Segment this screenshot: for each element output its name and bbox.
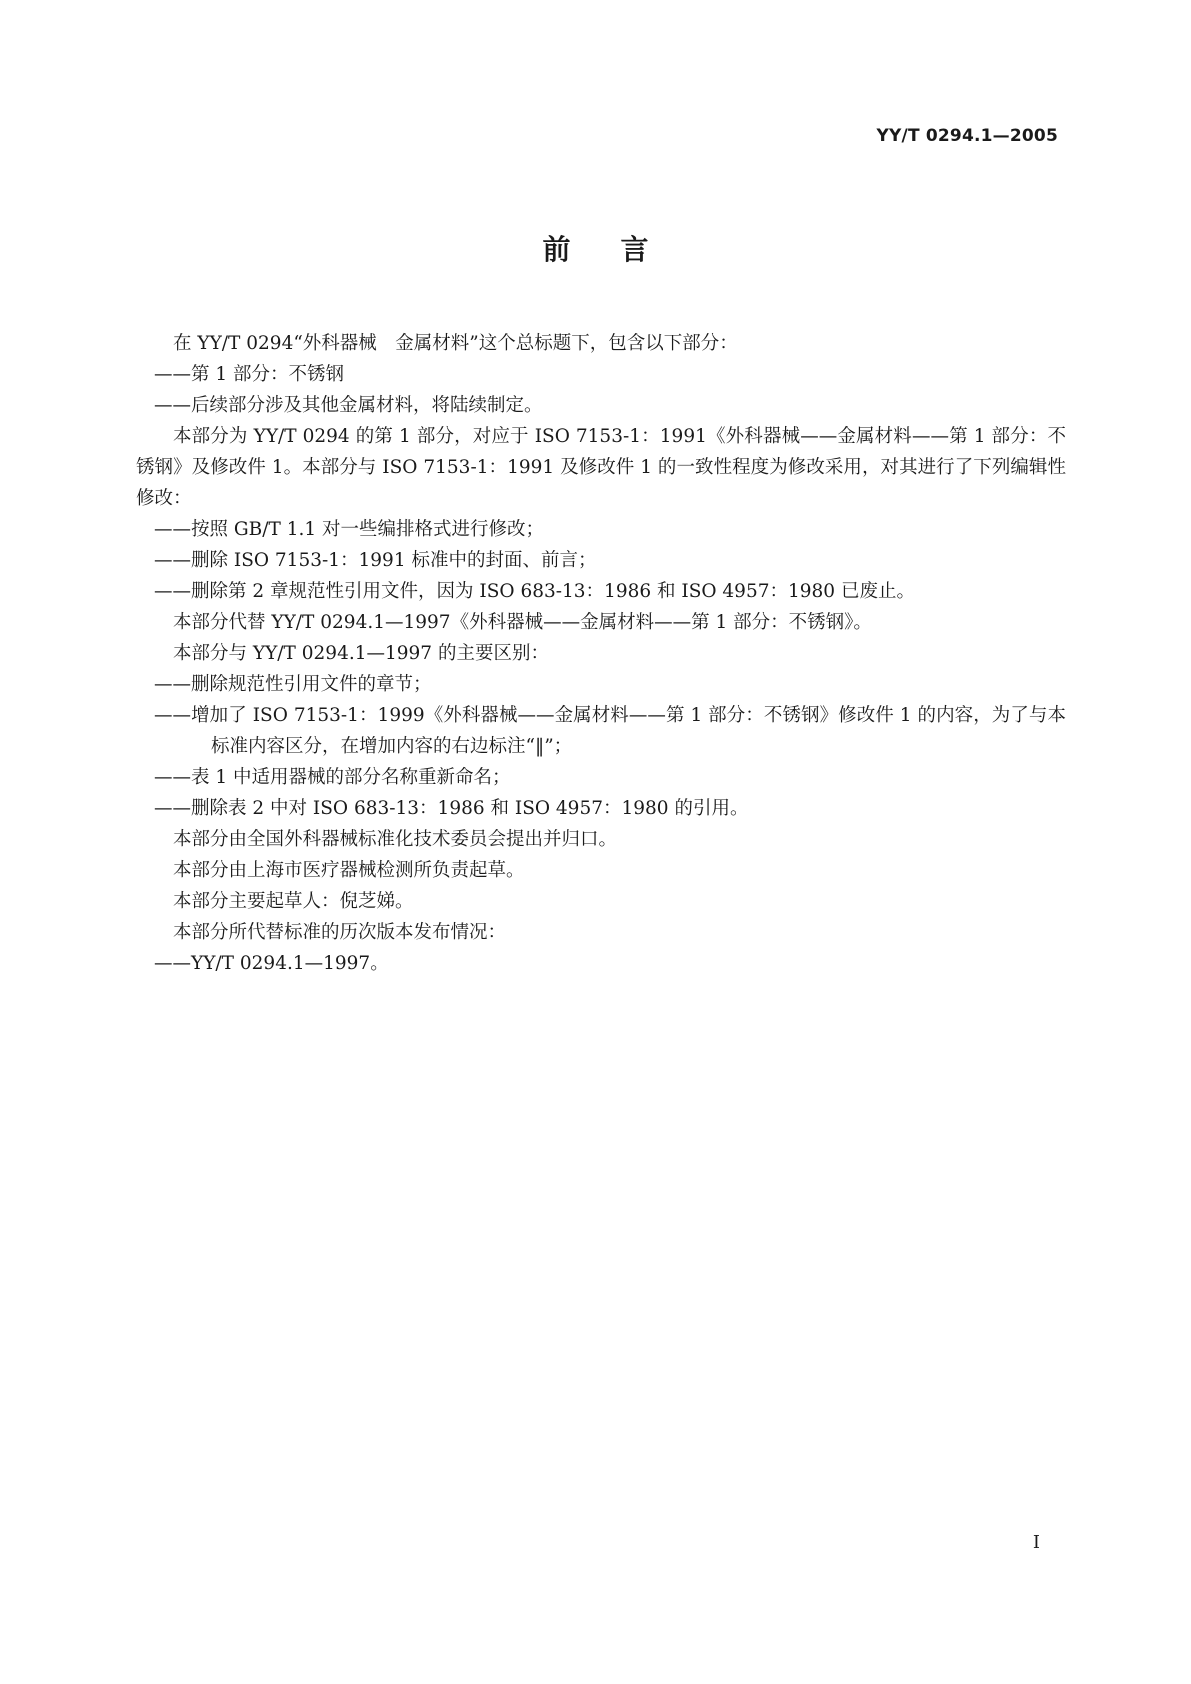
- paragraph: 本部分所代替标准的历次版本发布情况：: [173, 922, 507, 943]
- page-number: I: [1032, 1532, 1040, 1553]
- list-item: ——删除规范性引用文件的章节；: [154, 674, 432, 695]
- paragraph: 本部分由全国外科器械标准化技术委员会提出并归口。: [173, 829, 618, 850]
- paragraph: 本部分主要起草人：倪芝娣。: [173, 891, 414, 912]
- list-item: ——删除第 2 章规范性引用文件，因为 ISO 683-13：1986 和 ISO 4957：1980 已废止。: [154, 581, 915, 602]
- paragraph: 本部分与 YY/T 0294.1—1997 的主要区别：: [173, 643, 549, 664]
- list-item: ——后续部分涉及其他金属材料，将陆续制定。: [154, 395, 543, 416]
- paragraph: 本部分代替 YY/T 0294.1—1997《外科器械——金属材料——第 1 部分：不锈钢》。: [173, 612, 872, 633]
- list-item: ——按照 GB/T 1.1 对一些编排格式进行修改；: [154, 519, 545, 540]
- list-item: ——第 1 部分：不锈钢: [154, 364, 345, 385]
- list-item: ——删除 ISO 7153-1：1991 标准中的封面、前言；: [154, 550, 597, 571]
- list-item: ——删除表 2 中对 ISO 683-13：1986 和 ISO 4957：1980 的引用。: [154, 798, 749, 819]
- page-title: 前言: [542, 233, 699, 266]
- paragraph: 本部分由上海市医疗器械检测所负责起草。: [173, 860, 525, 881]
- standard-code: YY/T 0294.1—2005: [876, 126, 1058, 146]
- list-item: ——YY/T 0294.1—1997。: [154, 953, 389, 974]
- list-item: ——表 1 中适用器械的部分名称重新命名；: [154, 767, 511, 788]
- paragraph: 本部分为 YY/T 0294 的第 1 部分，对应于 ISO 7153-1：1991《外科器械——金属材料——第 1 部分：不锈钢》及修改件 1。本部分与 ISO 7153-1：1991 及修改件 1 的一致性程度为修改采用，对其进行了下列编辑性修改：: [136, 426, 1066, 509]
- foreword-body: [136, 328, 1066, 979]
- list-item: ——增加了 ISO 7153-1：1999《外科器械——金属材料——第 1 部分：不锈钢》修改件 1 的内容，为了与本标准内容区分，在增加内容的右边标注“‖”；: [154, 705, 1066, 757]
- paragraph: 在 YY/T 0294“外科器械 金属材料”这个总标题下，包含以下部分：: [173, 333, 738, 354]
